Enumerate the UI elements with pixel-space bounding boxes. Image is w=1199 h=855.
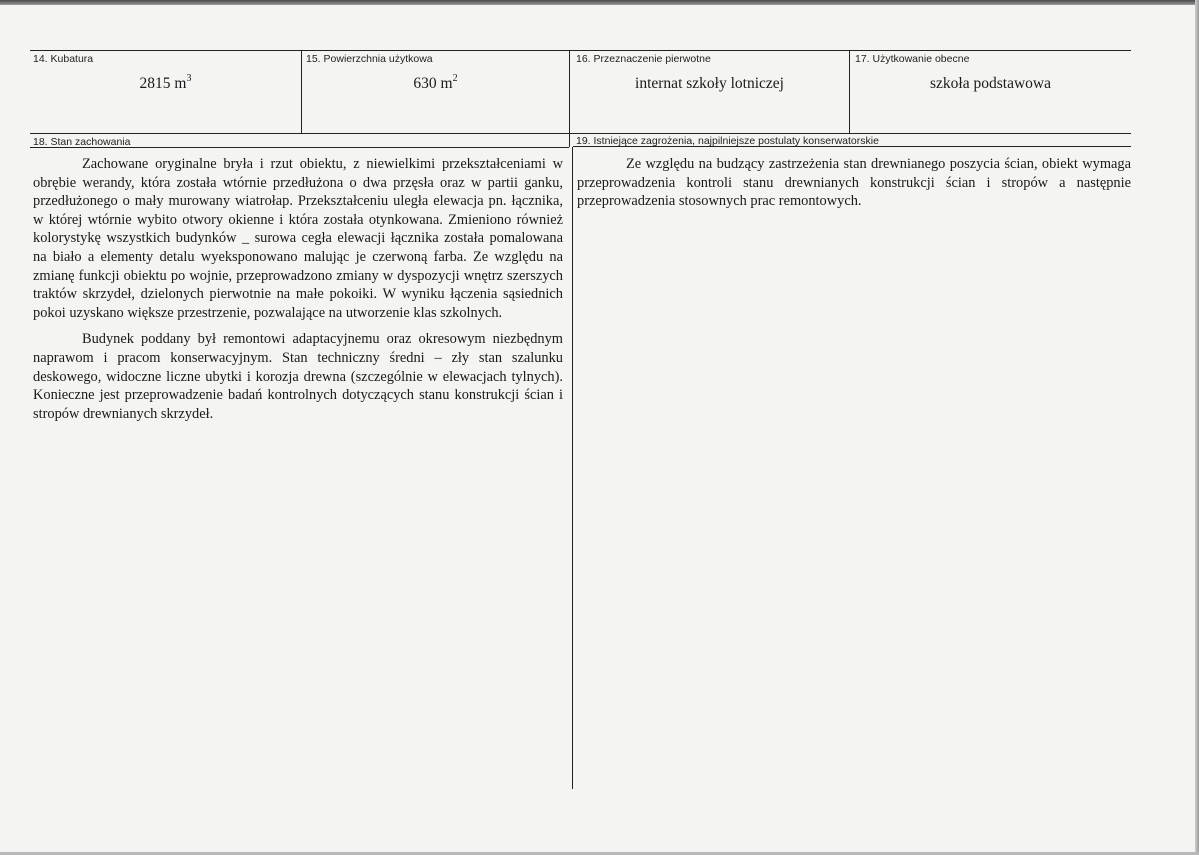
powierzchnia-value-text: 630 m [413,75,453,92]
uzytkowanie-value: szkoła podstawowa [930,75,1051,92]
main-column-divider [572,147,573,789]
top-row-top-rule [30,50,1131,51]
stan-paragraph-2: Budynek poddany był remontowi adaptacyjnemu oraz okresowym niezbędnym naprawom i pracom konserwacyjnym. Stan techniczny średni – zły stan szalunku deskowego, widoczne liczne ubytki i korozja drewna (szczególnie w elewacjach tylnych). Konieczne jest przeprowadzenie badań kontrolnych dotyczących stanu konstrukcji ścian i stropów drewnianych skrzydeł. [33,331,563,422]
kubatura-value [30,74,301,94]
zagrozenia-text [577,155,1131,219]
zagrozenia-label: 19. Istniejące zagrożenia, najpilniejsze postulaty konserwatorskie [576,135,879,147]
powierzchnia-value [302,74,569,94]
przeznaczenie-label: 16. Przeznaczenie pierwotne [576,53,711,65]
przeznaczenie-value: internat szkoły lotniczej [635,75,784,92]
scan-top-edge [0,0,1199,5]
powierzchnia-label: 15. Powierzchnia użytkowa [306,53,433,65]
kubatura-label: 14. Kubatura [33,53,94,65]
powierzchnia-unit-exponent: 2 [452,73,458,84]
stan-paragraph-1: Zachowane oryginalne bryła i rzut obiektu, z niewielkimi przekształceniami w obrębie werandy, która została wtórnie przedłużona o dwa przęsła oraz w partii ganku, przedłużonego o mały murowany wiatrołap. Przekształceniu uległa elewacja pn. łącznika, w której wtórnie wybito otwory okienne i która została otynkowana. Zmieniono również kolorystykę wszystkich budynków _ surowa cegła elewacji łącznika została pomalowana na biało a elementy detalu wyeksponowano malując je czerwoną farba. Ze względu na zmianę funkcji obiektu po wojnie, przeprowadzono zmiany w dyspozycji wnętrz szerszych traktów skrzydeł, dzielonych pierwotnie na małe pokoiki. W wyniku łączenia sąsiednich pokoi uzyskano większe przestrzenie, pozwalające na utworzenie klas szkolnych. [33,156,563,321]
divider-powierzchnia-przeznaczenie [569,50,570,147]
stan-zachowania-text [33,155,563,431]
top-row-bottom-rule [30,133,1131,134]
uzytkowanie-label: 17. Użytkowanie obecne [855,53,970,65]
kubatura-value-text: 2815 m [139,75,187,92]
scan-right-edge [1195,0,1199,855]
kubatura-unit-exponent: 3 [186,73,192,84]
stan-zachowania-label: 18. Stan zachowania [33,136,131,148]
zagrozenia-paragraph-1: Ze względu na budzący zastrzeżenia stan drewnianego poszycia ścian, obiekt wymaga przeprowadzenia kontroli stanu drewnianych konstrukcji ścian i stropów a następnie przeprowadzenia stosownych prac remontowych. [577,156,1131,210]
